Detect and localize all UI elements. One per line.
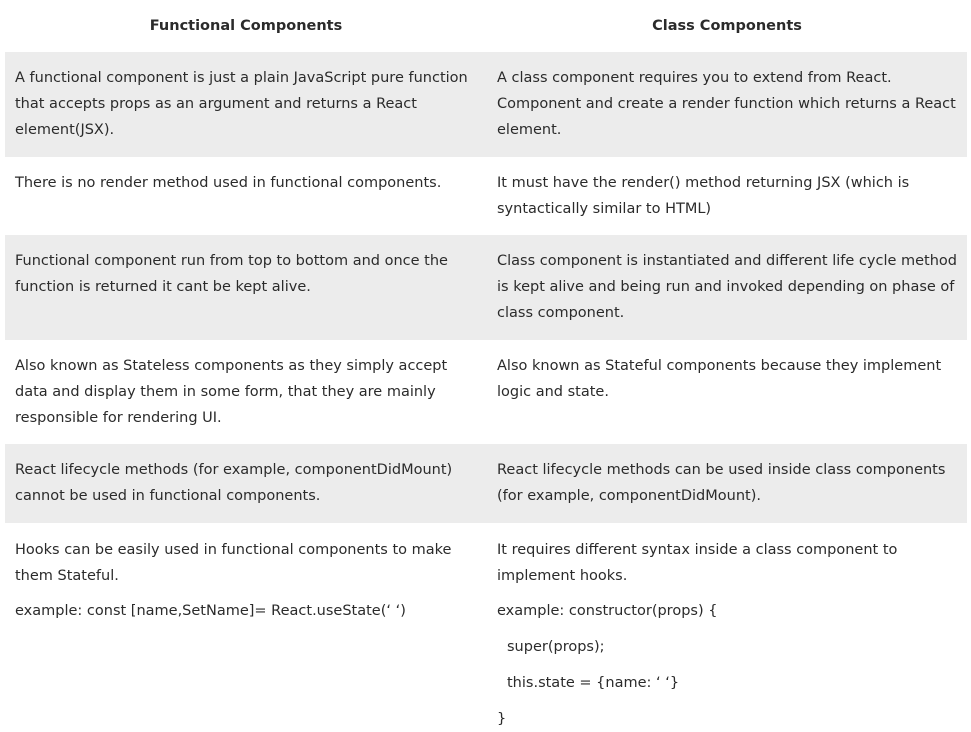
functional-text: Also known as Stateless components as they simply accept data and display them in some form, that they are mainly responsible for rendering UI. <box>15 358 448 426</box>
functional-text: React lifecycle methods (for example, componentDidMount) cannot be used in functional components. <box>15 462 453 504</box>
header-functional: Functional Components <box>149 18 343 34</box>
functional-cell <box>5 170 487 235</box>
class-example: example: constructor(props) { <box>497 603 718 619</box>
table-row <box>5 444 967 523</box>
class-text: A class component requires you to extend from React. Component and create a render function which returns a React element. <box>497 70 956 138</box>
table-row <box>5 52 967 157</box>
comparison-table <box>5 0 967 727</box>
functional-text: There is no render method used in functional components. <box>15 175 442 191</box>
class-text: Class component is instantiated and different life cycle method is kept alive and being run and invoked depending on phase of class component. <box>497 253 957 321</box>
class-text: It must have the render() method returning JSX (which is syntactically similar to HTML) <box>497 175 910 217</box>
class-cell <box>487 65 967 157</box>
functional-text: Hooks can be easily used in functional components to make them Stateful. <box>15 542 452 584</box>
functional-cell <box>5 353 487 444</box>
functional-cell <box>5 457 487 523</box>
table-row <box>5 235 967 340</box>
class-text: It requires different syntax inside a class component to implement hooks. <box>497 542 898 584</box>
class-text: React lifecycle methods can be used inside class components (for example, componentDidMount). <box>497 462 946 504</box>
class-cell <box>487 170 967 235</box>
class-cell <box>487 457 967 523</box>
class-cell <box>487 248 967 340</box>
class-example-code-line: super(props); <box>507 639 605 655</box>
class-cell <box>487 537 967 727</box>
table-header-row <box>5 0 967 52</box>
class-text: Also known as Stateful components because they implement logic and state. <box>497 358 942 400</box>
functional-example: example: const [name,SetName]= React.useState(‘ ‘) <box>15 603 406 619</box>
class-cell <box>487 353 967 444</box>
class-example-code-end: } <box>497 711 507 727</box>
table-row <box>5 523 967 727</box>
table-row <box>5 157 967 235</box>
table-row <box>5 340 967 444</box>
functional-text: Functional component run from top to bottom and once the function is returned it cant be kept alive. <box>15 253 448 295</box>
functional-cell <box>5 248 487 340</box>
functional-cell <box>5 537 487 727</box>
class-example-code-line: this.state = {name: ‘ ‘} <box>507 675 680 691</box>
functional-cell <box>5 65 487 157</box>
functional-text: A functional component is just a plain JavaScript pure function that accepts props as an argument and returns a React element(JSX). <box>15 70 468 138</box>
header-class: Class Components <box>652 18 802 34</box>
